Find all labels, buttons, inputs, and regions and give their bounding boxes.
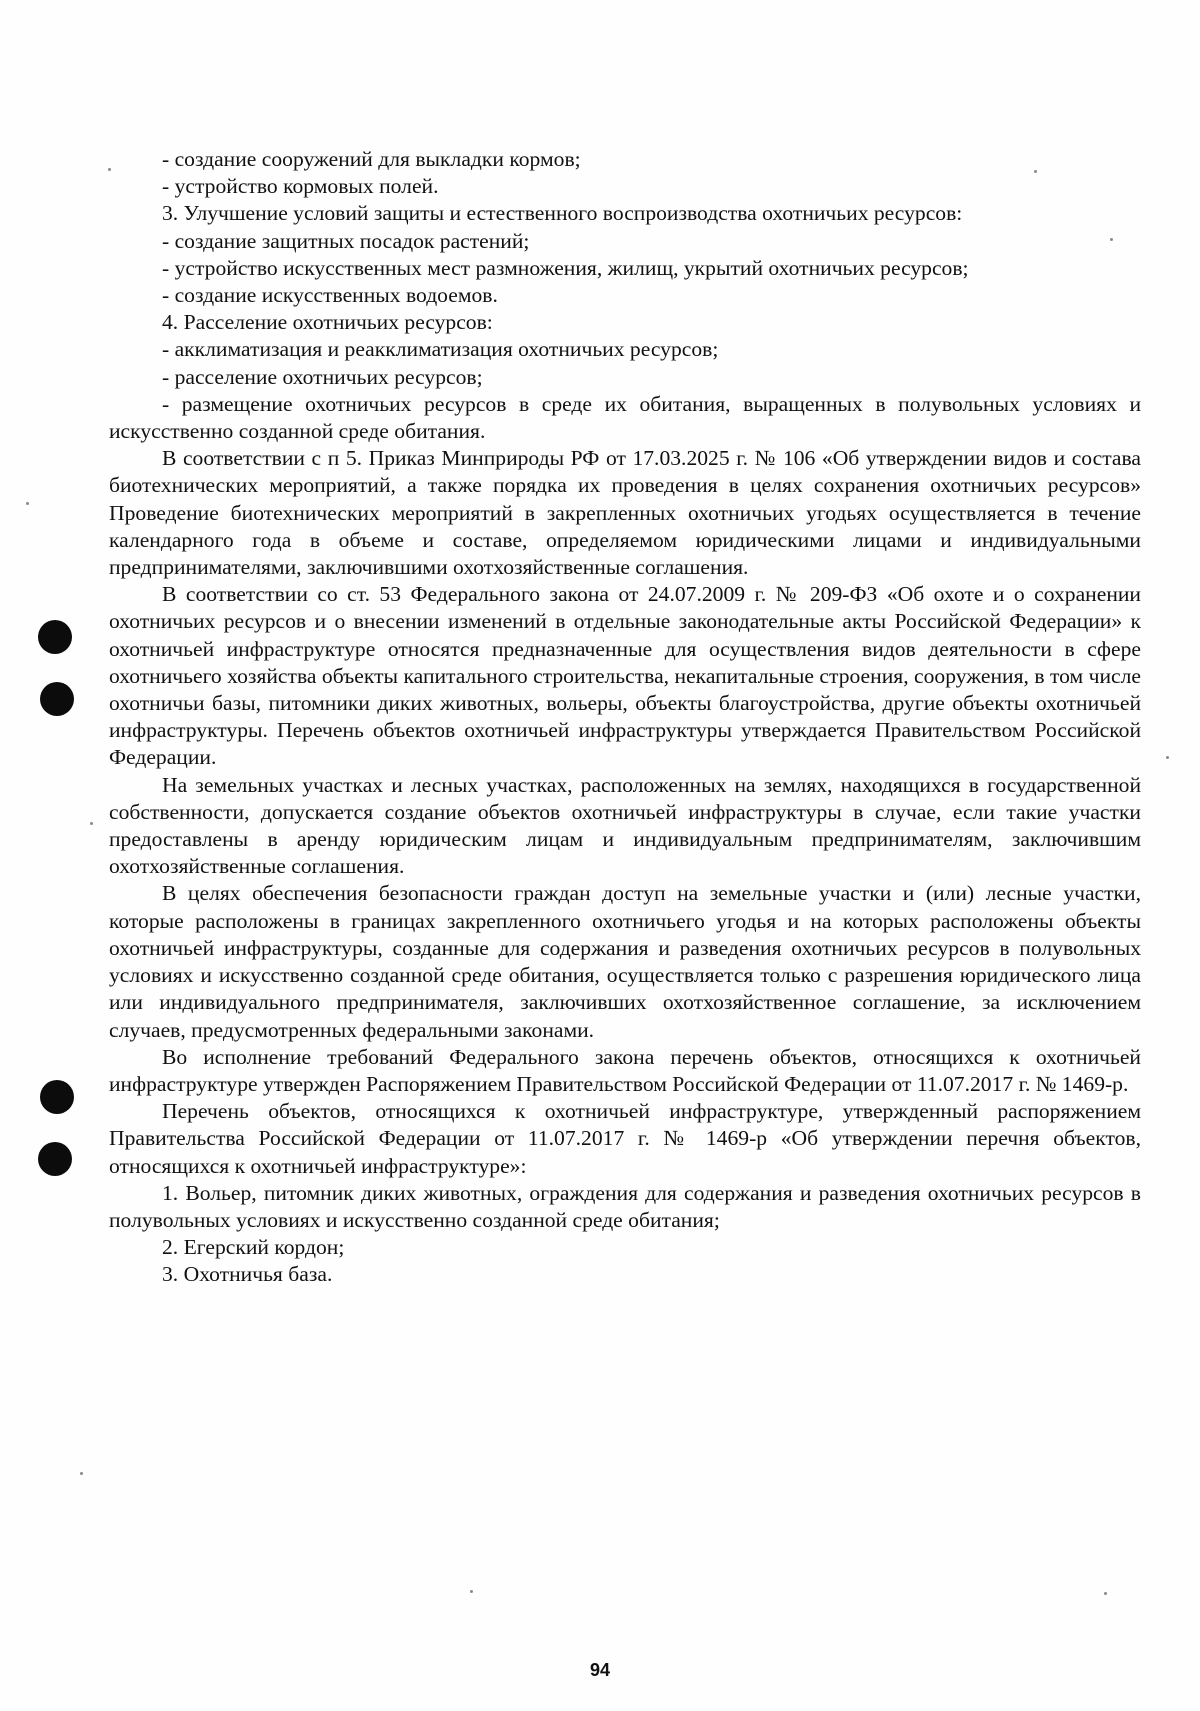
paragraph-7: Перечень объектов, относящихся к охотничьей инфраструктуре, утвержденный распоряжением Правительства Российской Федерации от 11.07.2017 г. № 1469-р «Об утверждении перечня объектов, относящихся к охотничьей инфраструктуре»: (109, 1099, 1141, 1178)
document-body (109, 146, 1141, 1289)
list-line-10: 2. Егерский кордон; (162, 1235, 345, 1260)
list-line-9: - расселение охотничьих ресурсов; (162, 364, 483, 389)
punch-hole-1 (38, 620, 72, 654)
paragraph-8: 1. Вольер, питомник диких животных, ограждения для содержания и разведения охотничьих ресурсов в полувольных условиях и искусственно созданной среде обитания; (109, 1180, 1141, 1232)
paragraph-2: В соответствии с п 5. Приказ Минприроды РФ от 17.03.2025 г. № 106 «Об утверждении видов и состава биотехнических мероприятий, а также порядка их проведения в целях сохранения охотничьих ресурсов» Проведение биотехнических мероприятий в закрепленных охотничьих угодьях осуществляется в течение календарного года в объеме и составе, определяемом юридическими лицами и индивидуальными предпринимателями, заключившими охотхозяйственные соглашения. (109, 446, 1141, 580)
punch-hole-2 (40, 682, 74, 716)
paragraph-5: В целях обеспечения безопасности граждан доступ на земельные участки и (или) лесные участки, которые расположены в границах закрепленного охотничьего угодья и на которых расположены объекты охотничьей инфраструктуры, созданные для содержания и разведения охотничьих ресурсов в полувольных условиях и искусственно созданной среде обитания, осуществляется только с разрешения юридического лица или индивидуального предпринимателя, заключивших охотхозяйственное соглашение, за исключением случаев, предусмотренных федеральными законами. (109, 881, 1141, 1042)
list-line-6: - создание искусственных водоемов. (162, 283, 498, 308)
list-line-11: 3. Охотничья база. (162, 1262, 333, 1287)
page-number: 94 (589, 1660, 611, 1680)
scan-speck (26, 502, 29, 505)
list-line-1: - создание сооружений для выкладки кормов; (162, 147, 581, 171)
punch-hole-3 (40, 1080, 74, 1114)
list-line-5: - устройство искусственных мест размножения, жилищ, укрытий охотничьих ресурсов; (162, 255, 969, 280)
paragraph-4: На земельных участках и лесных участках, расположенных на землях, находящихся в государственной собственности, допускается создание объектов охотничьей инфраструктуры в случае, если такие участки предоставлены в аренду юридическим лицам и индивидуальным предпринимателям, заключившим охотхозяйственные соглашения. (109, 772, 1141, 879)
list-line-3: 3. Улучшение условий защиты и естественного воспроизводства охотничьих ресурсов: (162, 201, 963, 226)
punch-hole-4 (38, 1142, 72, 1176)
list-line-7: 4. Расселение охотничьих ресурсов: (162, 310, 493, 335)
paragraph-1: - размещение охотничьих ресурсов в среде их обитания, выращенных в полувольных условиях и искусственно созданной среде обитания. (109, 391, 1141, 444)
list-line-8: - акклиматизация и реакклиматизация охотничьих ресурсов; (162, 337, 719, 362)
scan-speck (80, 1472, 83, 1475)
scan-speck (470, 1590, 473, 1593)
list-line-4: - создание защитных посадок растений; (162, 228, 530, 253)
scan-speck (1104, 1592, 1107, 1595)
paragraph-3: В соответствии со ст. 53 Федерального закона от 24.07.2009 г. № 209-ФЗ «Об охоте и о сохранении охотничьих ресурсов и о внесении изменений в отдельные законодательные акты Российской Федерации» к охотничьей инфраструктуре относятся предназначенные для осуществления видов деятельности в сфере охотничьего хозяйства объекты капитального строительства, некапитальные строения, сооружения, в том числе охотничьи базы, питомники диких животных, вольеры, объекты благоустройства, другие объекты охотничьей инфраструктуры. Перечень объектов охотничьей инфраструктуры утверждается Правительством Российской Федерации. (109, 582, 1141, 770)
scan-speck (1166, 756, 1169, 759)
list-line-2: - устройство кормовых полей. (162, 174, 439, 199)
scan-speck (90, 822, 93, 825)
paragraph-6: Во исполнение требований Федерального закона перечень объектов, относящихся к охотничьей инфраструктуре утвержден Распоряжением Правительством Российской Федерации от 11.07.2017 г. № 1469-р. (109, 1044, 1141, 1096)
